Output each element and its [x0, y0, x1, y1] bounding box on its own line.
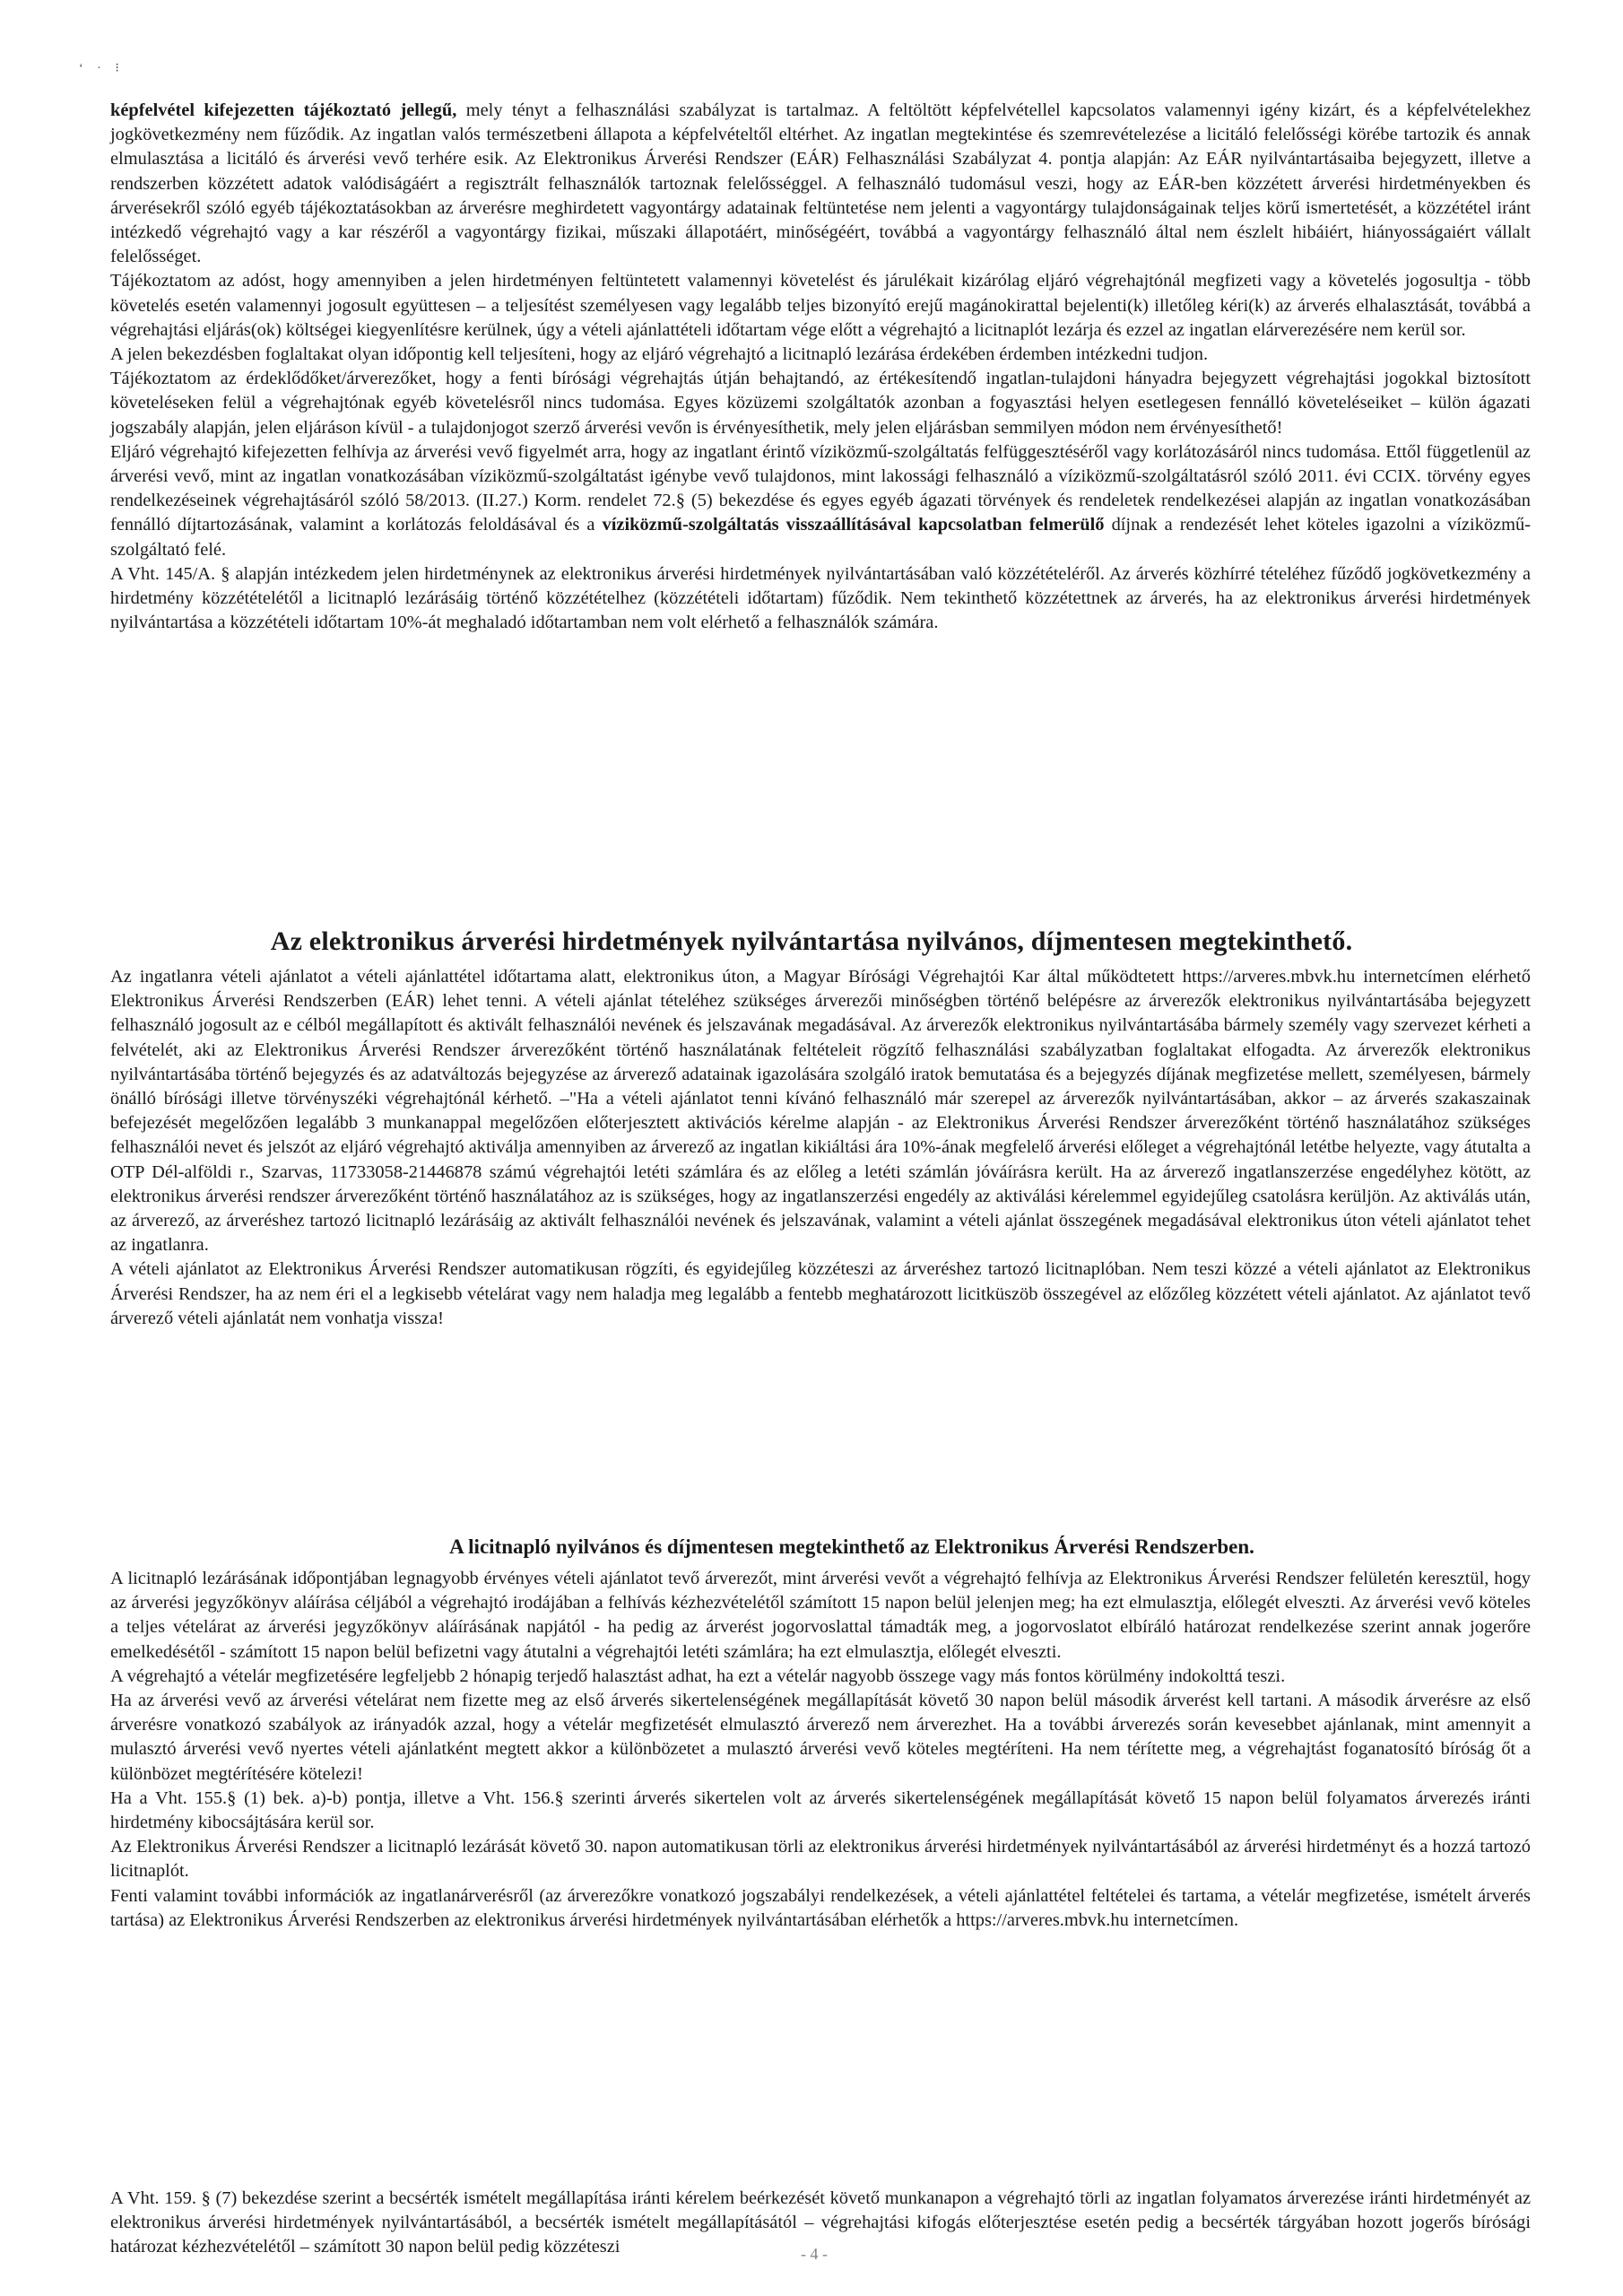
- paragraph-continuous-auction: Ha a Vht. 155.§ (1) bek. a)-b) pontja, illetve a Vht. 156.§ szerinti árverés sikertelen volt az árverés sikertelenségének megállapítását követő 15 napon belül folyamatos árverezés iránti hirdetmény kibocsájtására kerül sor.: [110, 1787, 1531, 1833]
- paragraph-water-utility-notice: Eljáró végrehajtó kifejezetten felhívja az árverési vevő figyelmét arra, hogy az ingatlant érintő víziközmű-szolgáltatás felfüggesztéséről vagy korlátozásáról nincs tudomása. Ettől függetlenül az árverési vevő, mint az ingatlan vonatkozásában víziközmű-szolgáltatást igénybe vevő tulajdonos, mint lakossági felhasználó a víziközmű-szolgáltatásról szóló 2011. évi CCIX. törvény egyes rendelkezéseinek végrehajtásáról szóló 58/2013. (II.27.) Korm. rendelet 72.§ (5) bekezdése és egyes egyéb ágazati törvények és rendeletek rendelkezései alapján az ingatlan vonatkozásában fennálló díjtartozásának, valamint a korlátozás feloldásával és a víziközmű-szolgáltatás visszaállításával kapcsolatban felmerülő díjnak a rendezését lehet köteles igazolni a víziközmű-szolgáltató felé.: [110, 441, 1532, 560]
- section-heading-public-registry: Az elektronikus árverési hirdetmények nyilvántartása nyilvános, díjmentesen megtekinthető.: [270, 926, 1353, 956]
- bold-lead-text: képfelvétel kifejezetten tájékoztató jellegű,: [110, 100, 457, 120]
- paragraph-vht-159: A Vht. 159. § (7) bekezdése szerint a becsérték ismételt megállapítása iránti kérelem beérkezését követő munkanapon a végrehajtó törli az ingatlan folyamatos árverezése iránti hirdetményét az elektronikus árverési hirdetmények nyilvántartásából, a becsérték ismételt megállapításától – végrehajtási kifogás előterjesztése esetén pedig a becsérték tárgyában hozott jogerős bírósági határozat kézhezvételétől – számított 30 napon belül pedig közzéteszi: [110, 2188, 1531, 2257]
- bold-phrase: víziközmű-szolgáltatás visszaállításával kapcsolatban felmerülő: [602, 515, 1105, 535]
- section-bid-log-rules: [110, 1567, 1531, 1933]
- paragraph-auto-deletion: Az Elektronikus Árverési Rendszer a licitnapló lezárását követő 30. napon automatikusan törli az elektronikus árverési hirdetmények nyilvántartásából az árverési hirdetményt és a hozzá tartozó licitnaplót.: [110, 1837, 1531, 1882]
- paragraph-bidder-notice: Tájékoztatom az érdeklődőket/árverezőket, hogy a fenti bírósági végrehajtás útján behajtandó, az értékesítendő ingatlan-tulajdoni hányadra bejegyzett végrehajtási jogokkal biztosított követeléseken felül a végrehajtónak egyéb követelésről nincs tudomása. Egyes közüzemi szolgáltatók azonban a fogyasztási helyen esetlegesen fennálló követeléseiket – külön ágazati jogszabály alapján, jelen eljáráson kívül - a tulajdonjogot szerző árverési vevőn is érvényesíthetik, mely jelen eljárásban semmilyen módon nem érvényesíthető!: [110, 369, 1531, 438]
- section-heading-bid-log: A licitnapló nyilvános és díjmentesen megtekinthető az Elektronikus Árverési Rendszerben.: [449, 1535, 1254, 1558]
- paragraph-publication-notice: A Vht. 145/A. § alapján intézkedem jelen hirdetménynek az elektronikus árverési hirdetmények nyilvántartásában való közzétételéről. Az árverés közhírré tételéhez fűződő jogkövetkezmény a hirdetmény közzétételétől a licitnapló lezárásáig történő közzétételhez (közzétételi időtartam) fűződik. Nem tekinthető közzétettnek az árverés, ha az elektronikus árverési hirdetmények nyilvántartása a közzétételi időtartam 10%-át meghaladó időtartamban nem volt elérhető a felhasználók számára.: [110, 563, 1531, 633]
- paragraph-winner-obligations: A licitnapló lezárásának időpontjában legnagyobb érvényes vételi ajánlatot tevő árverezőt, mint árverési vevőt a végrehajtó felhívja az Elektronikus Árverési Rendszer felületén keresztül, hogy az árverési jegyzőkönyv aláírása céljából a végrehajtó irodájában a felhívás kézhezvételétől számított 15 napon belül jelenjen meg; ha ezt elmulasztja, előlegét elveszti. Az árverési vevő köteles a teljes vételárat az árverési jegyzőkönyv aláírásának napjától - ha pedig az árverést jogorvoslattal támadták meg, a jogorvoslatot elbíráló határozat rendelkezése szerint annak jogerőre emelkedésétől - számított 15 napon belül befizetni vagy átutalni a végrehajtói letéti számlára; ha ezt elmulasztja, előlegét elveszti.: [110, 1569, 1531, 1662]
- page-number: - 4 -: [801, 2245, 828, 2263]
- section-online-bidding: [110, 965, 1531, 1331]
- paragraph-deadline-note: A jelen bekezdésben foglaltakat olyan időpontig kell teljesíteni, hogy az eljáró végrehajtó a licitnapló lezárása érdekében érdemben intézkedni tudjon.: [110, 344, 1209, 365]
- paragraph-bidding-procedure: Az ingatlanra vételi ajánlatot a vételi ajánlattétel időtartama alatt, elektronikus úton, a Magyar Bírósági Végrehajtói Kar által működtetett https://arveres.mbvk.hu internetcímen elérhető Elektronikus Árverési Rendszerben (EÁR) lehet tenni. A vételi ajánlat tételéhez szükséges árverezői minőségben történő belépésre az árverezők elektronikus nyilvántartásába bejegyzett felhasználó jogosult az e célból megállapított és aktivált felhasználói nevének és jelszavának megadásával. Az árverezők elektronikus nyilvántartásába bármely személy vagy szervezet kérheti a felvételét, aki az Elektronikus Árverési Rendszer árverezőként történő használatának feltételeit rögzítő felhasználási szabályzatban foglaltakat elfogadta. Az árverezők elektronikus nyilvántartásába történő bejegyzés és az adatváltozás bejegyzése az árverező adatainak igazolására szolgáló iratok bemutatása és a bejegyzés díjának megfizetése mellett, személyesen, bármely önálló bírósági illetve törvényszéki végrehajtónál kérhető. –"Ha a vételi ajánlatot tenni kívánó felhasználó már szerepel az árverezők nyilvántartásában, akkor – az árverés szakaszainak befejezését megelőzően legalább 3 munkanappal megelőzően előterjesztett aktivációs kérelme alapján - az Elektronikus Árverési Rendszer árverezőként történő használatához szükséges felhasználói nevet és jelszót az eljáró végrehajtó aktiválja amennyiben az árverező az ingatlan kikiáltási ára 10%-ának megfelelő árverési előleget a végrehajtónál letétbe helyezte, vagy átutalta a OTP Dél-alföldi r., Szarvas, 11733058-21446878 számú végrehajtói letéti számlára és az előleg a letéti számlán jóváírásra került. Ha az árverező ingatlanszerzése engedélyhez kötött, az elektronikus árverési rendszer árverezőként történő használatához az is szükséges, hogy az ingatlanszerzési engedély az aktiválási kérelemmel egyidejűleg csatolásra kerüljön. Az aktiválás után, az árverező, az árveréshez tartozó licitnapló lezárásáig az aktivált felhasználói nevének és jelszavának, valamint a vételi ajánlat összegének megadásával elektronikus úton vételi ajánlatot tehet az ingatlanra.: [110, 967, 1531, 1256]
- paragraph-payment-extension: A végrehajtó a vételár megfizetésére legfeljebb 2 hónapig terjedő halasztást adhat, ha ezt a vételár nagyobb összege vagy más fontos körülmény indokolttá teszi.: [110, 1665, 1286, 1686]
- paragraph-second-auction: Ha az árverési vevő az árverési vételárat nem fizette meg az első árverés sikertelenségének megállapítását követő 30 napon belül második árverést kell tartani. A második árverésre az első árverésre vonatkozó szabályok az irányadók azzal, hogy a vételár megfizetését elmulasztó árverező nem árverezhet. Ha a további árverezés során kevesebbet ajánlanak, mint amennyit a mulasztó árverési vevő nyertes vételi ajánlatként megtett akkor a különbözetet a mulasztó árverési vevő köteles megtéríteni. Ha nem térítette meg, a végrehajtást foganatosító bíróság őt a különbözet megtérítésére kötelezi!: [110, 1691, 1531, 1784]
- paragraph-further-info: Fenti valamint további információk az ingatlanárverésről (az árverezőkre vonatkozó jogszabályi rendelkezések, a vételi ajánlattétel feltételei és tartama, a vételár megfizetése, ismételt árverés tartása) az Elektronikus Árverési Rendszerben az elektronikus árverési hirdetmények nyilvántartásában elérhetők a https://arveres.mbvk.hu internetcímen.: [110, 1885, 1531, 1930]
- paragraph-debtor-notice: Tájékoztatom az adóst, hogy amennyiben a jelen hirdetményen feltüntetett valamennyi követelést és járulékait kizárólag eljáró végrehajtónál megfizeti vagy a követelés jogosultja - több követelés esetén valamennyi jogosult együttesen – a teljesítést személyesen vagy legalább teljes bizonyító erejű magánokirattal bejelenti(k) illetőleg kéri(k) az árverés elhalasztását, továbbá a végrehajtási eljárás(ok) költségei kiegyenlítésre kerülnek, úgy a vételi ajánlattételi időtartam vége előtt a végrehajtó a licitnaplót lezárja és ezzel az ingatlan elárverezésére nem kerül sor.: [110, 271, 1531, 340]
- paragraph-photo-disclaimer: képfelvétel kifejezetten tájékoztató jellegű, mely tényt a felhasználási szabályzat is tartalmaz. A feltöltött képfelvétellel kapcsolatos valamennyi igény kizárt, és a képfelvételekhez jogkövetkezmény nem fűződik. Az ingatlan valós természetbeni állapota a képfelvételtől eltérhet. Az ingatlan megtekintése és szemrevételezése a licitáló felelősségi körébe tartozik és annak elmulasztása a licitáló és árverési vevő terhére esik. Az Elektronikus Árverési Rendszer (EÁR) Felhasználási Szabályzat 4. pontja alapján: Az EÁR nyilvántartásaiba bejegyzett, illetve a rendszerben közzétett adatok valódiságáért a regisztrált felhasználók tartoznak felelősséggel. A felhasználó tudomásul veszi, hogy az EÁR-ben közzétett árverési hirdetményekben és árverésekről szóló egyéb tájékoztatásokban az árverésre meghirdetett vagyontárgy adatainak feltüntetése nem jelenti a vagyontárgy tulajdonságainak teljes körű ismertetését, a közzététel iránt intézkedő végrehajtó vagy a kar részéről a vagyontárgy fizikai, műszaki állapotáért, minőségéért, továbbá a vagyontárgy felhasználó által nem észlelt hibáiért, hiányosságaiért vállalt felelősséget.: [110, 100, 1531, 267]
- scan-artifact-marks: ‘ · ⁝: [79, 62, 125, 75]
- section-photo-disclaimer-and-notices: [110, 99, 1531, 635]
- paragraph-bid-recording: A vételi ajánlatot az Elektronikus Árverési Rendszer automatikusan rögzíti, és egyidejűleg közzéteszi az árveréshez tartozó licitnaplóban. Nem teszi közzé a vételi ajánlatot az Elektronikus Árverési Rendszer, ha az nem éri el a legkisebb vételárat vagy nem haladja meg legalább a fentebb meghatározott licitküszöb összegével az előzőleg közzétett vételi ajánlatot. Az ajánlatot tevő árverező vételi ajánlatát nem vonhatja vissza!: [110, 1259, 1531, 1328]
